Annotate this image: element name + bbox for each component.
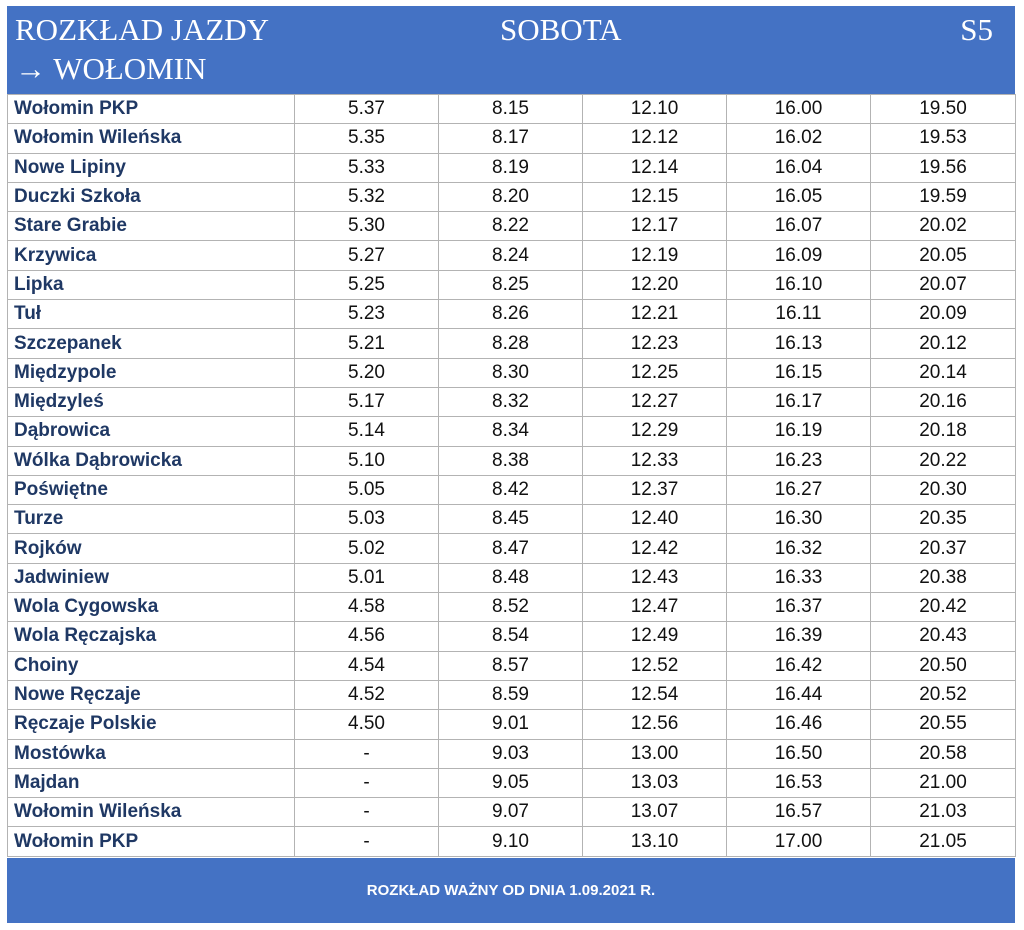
stop-name: Wołomin PKP bbox=[8, 827, 295, 856]
departure-time: 5.02 bbox=[295, 534, 439, 563]
table-row bbox=[8, 651, 1016, 680]
departure-time: 16.32 bbox=[727, 534, 871, 563]
departure-time: 12.33 bbox=[583, 446, 727, 475]
departure-time: 20.12 bbox=[871, 329, 1016, 358]
stop-name: Międzypole bbox=[8, 358, 295, 387]
departure-time: 12.42 bbox=[583, 534, 727, 563]
departure-time: 8.28 bbox=[439, 329, 583, 358]
departure-time: 5.27 bbox=[295, 241, 439, 270]
departure-time: 9.03 bbox=[439, 739, 583, 768]
departure-time: 8.17 bbox=[439, 124, 583, 153]
departure-time: 20.05 bbox=[871, 241, 1016, 270]
departure-time: 17.00 bbox=[727, 827, 871, 856]
stop-name: Rojków bbox=[8, 534, 295, 563]
table-row bbox=[8, 827, 1016, 856]
departure-time: 16.57 bbox=[727, 798, 871, 827]
departure-time: 16.04 bbox=[727, 153, 871, 182]
table-row bbox=[8, 710, 1016, 739]
departure-time: - bbox=[295, 768, 439, 797]
departure-time: 4.50 bbox=[295, 710, 439, 739]
departure-time: 5.25 bbox=[295, 270, 439, 299]
stop-name: Tuł bbox=[8, 300, 295, 329]
stop-name: Nowe Lipiny bbox=[8, 153, 295, 182]
departure-time: 8.54 bbox=[439, 622, 583, 651]
departure-time: 16.02 bbox=[727, 124, 871, 153]
table-row bbox=[8, 95, 1016, 124]
departure-time: 8.24 bbox=[439, 241, 583, 270]
departure-time: 5.17 bbox=[295, 387, 439, 416]
departure-time: 5.14 bbox=[295, 417, 439, 446]
table-row bbox=[8, 358, 1016, 387]
departure-time: 5.01 bbox=[295, 563, 439, 592]
departure-time: 20.42 bbox=[871, 593, 1016, 622]
departure-time: 16.39 bbox=[727, 622, 871, 651]
departure-time: 20.52 bbox=[871, 680, 1016, 709]
departure-time: 16.44 bbox=[727, 680, 871, 709]
validity-footer bbox=[7, 858, 1015, 923]
departure-time: 13.03 bbox=[583, 768, 727, 797]
departure-time: 5.37 bbox=[295, 95, 439, 124]
stop-name: Turze bbox=[8, 505, 295, 534]
table-row bbox=[8, 446, 1016, 475]
departure-time: 16.09 bbox=[727, 241, 871, 270]
departure-time: 8.48 bbox=[439, 563, 583, 592]
departure-time: 16.05 bbox=[727, 182, 871, 211]
departure-time: 5.10 bbox=[295, 446, 439, 475]
table-row bbox=[8, 798, 1016, 827]
table-row bbox=[8, 153, 1016, 182]
departure-time: 12.43 bbox=[583, 563, 727, 592]
departure-time: 8.42 bbox=[439, 475, 583, 504]
departure-time: 5.05 bbox=[295, 475, 439, 504]
stop-name: Szczepanek bbox=[8, 329, 295, 358]
departure-time: 12.29 bbox=[583, 417, 727, 446]
table-row bbox=[8, 329, 1016, 358]
departure-time: 9.05 bbox=[439, 768, 583, 797]
departure-time: 16.27 bbox=[727, 475, 871, 504]
table-row bbox=[8, 124, 1016, 153]
departure-time: 8.20 bbox=[439, 182, 583, 211]
departure-time: 19.59 bbox=[871, 182, 1016, 211]
departure-time: 20.58 bbox=[871, 739, 1016, 768]
table-row bbox=[8, 300, 1016, 329]
validity-note: ROZKŁAD WAŻNY OD DNIA 1.09.2021 R. bbox=[366, 882, 656, 899]
departure-time: 5.30 bbox=[295, 212, 439, 241]
departure-time: 4.52 bbox=[295, 680, 439, 709]
departure-time: 19.50 bbox=[871, 95, 1016, 124]
departure-time: 12.12 bbox=[583, 124, 727, 153]
table-row bbox=[8, 270, 1016, 299]
table-row bbox=[8, 534, 1016, 563]
departure-time: 20.18 bbox=[871, 417, 1016, 446]
departure-time: 12.10 bbox=[583, 95, 727, 124]
departure-time: 20.38 bbox=[871, 563, 1016, 592]
stop-name: Wola Cygowska bbox=[8, 593, 295, 622]
table-row bbox=[8, 563, 1016, 592]
departure-time: 4.58 bbox=[295, 593, 439, 622]
departure-time: 12.17 bbox=[583, 212, 727, 241]
departure-time: 8.32 bbox=[439, 387, 583, 416]
departure-time: 16.42 bbox=[727, 651, 871, 680]
stop-name: Międzyleś bbox=[8, 387, 295, 416]
stop-name: Nowe Ręczaje bbox=[8, 680, 295, 709]
stop-name: Ręczaje Polskie bbox=[8, 710, 295, 739]
departure-time: 16.33 bbox=[727, 563, 871, 592]
departure-time: 21.00 bbox=[871, 768, 1016, 797]
stop-name: Krzywica bbox=[8, 241, 295, 270]
stop-name: Wólka Dąbrowicka bbox=[8, 446, 295, 475]
stop-name: Wołomin PKP bbox=[8, 95, 295, 124]
table-row bbox=[8, 212, 1016, 241]
destination-label: → WOŁOMIN bbox=[15, 51, 207, 86]
departure-time: 12.19 bbox=[583, 241, 727, 270]
departure-time: 20.02 bbox=[871, 212, 1016, 241]
stop-name: Duczki Szkoła bbox=[8, 182, 295, 211]
table-row bbox=[8, 739, 1016, 768]
departure-time: 16.15 bbox=[727, 358, 871, 387]
table-row bbox=[8, 182, 1016, 211]
departure-time: 20.07 bbox=[871, 270, 1016, 299]
departure-time: 20.09 bbox=[871, 300, 1016, 329]
departure-time: 4.56 bbox=[295, 622, 439, 651]
departure-time: 12.20 bbox=[583, 270, 727, 299]
departure-time: 8.22 bbox=[439, 212, 583, 241]
departure-time: 5.20 bbox=[295, 358, 439, 387]
departure-time: 20.30 bbox=[871, 475, 1016, 504]
line-number: S5 bbox=[960, 12, 993, 47]
departure-time: 16.00 bbox=[727, 95, 871, 124]
departure-time: 8.38 bbox=[439, 446, 583, 475]
departure-time: 20.16 bbox=[871, 387, 1016, 416]
departure-time: 12.54 bbox=[583, 680, 727, 709]
departure-time: 5.32 bbox=[295, 182, 439, 211]
stop-name: Dąbrowica bbox=[8, 417, 295, 446]
table-row bbox=[8, 417, 1016, 446]
departure-time: 8.25 bbox=[439, 270, 583, 299]
departure-time: 5.35 bbox=[295, 124, 439, 153]
stop-name: Jadwiniew bbox=[8, 563, 295, 592]
departure-time: 12.56 bbox=[583, 710, 727, 739]
departure-time: 13.00 bbox=[583, 739, 727, 768]
table-row bbox=[8, 768, 1016, 797]
departure-time: 12.15 bbox=[583, 182, 727, 211]
departure-time: 20.14 bbox=[871, 358, 1016, 387]
stop-name: Choiny bbox=[8, 651, 295, 680]
departure-time: 12.27 bbox=[583, 387, 727, 416]
departure-time: - bbox=[295, 798, 439, 827]
departure-time: - bbox=[295, 739, 439, 768]
departure-time: 21.05 bbox=[871, 827, 1016, 856]
timetable-table bbox=[7, 94, 1016, 857]
departure-time: 12.40 bbox=[583, 505, 727, 534]
departure-time: 8.26 bbox=[439, 300, 583, 329]
departure-time: 13.07 bbox=[583, 798, 727, 827]
departure-time: 16.23 bbox=[727, 446, 871, 475]
departure-time: 20.35 bbox=[871, 505, 1016, 534]
departure-time: 5.33 bbox=[295, 153, 439, 182]
table-row bbox=[8, 680, 1016, 709]
departure-time: 5.21 bbox=[295, 329, 439, 358]
table-row bbox=[8, 593, 1016, 622]
departure-time: 12.52 bbox=[583, 651, 727, 680]
departure-time: - bbox=[295, 827, 439, 856]
departure-time: 9.07 bbox=[439, 798, 583, 827]
departure-time: 16.30 bbox=[727, 505, 871, 534]
departure-time: 9.01 bbox=[439, 710, 583, 739]
departure-time: 12.47 bbox=[583, 593, 727, 622]
departure-time: 16.50 bbox=[727, 739, 871, 768]
table-row bbox=[8, 387, 1016, 416]
departure-time: 20.43 bbox=[871, 622, 1016, 651]
departure-time: 12.14 bbox=[583, 153, 727, 182]
table-row bbox=[8, 505, 1016, 534]
stop-name: Poświętne bbox=[8, 475, 295, 504]
departure-time: 8.45 bbox=[439, 505, 583, 534]
departure-time: 8.57 bbox=[439, 651, 583, 680]
departure-time: 16.13 bbox=[727, 329, 871, 358]
departure-time: 8.19 bbox=[439, 153, 583, 182]
departure-time: 16.37 bbox=[727, 593, 871, 622]
timetable-body bbox=[8, 95, 1016, 857]
departure-time: 8.52 bbox=[439, 593, 583, 622]
departure-time: 8.30 bbox=[439, 358, 583, 387]
departure-time: 13.10 bbox=[583, 827, 727, 856]
stop-name: Stare Grabie bbox=[8, 212, 295, 241]
departure-time: 19.53 bbox=[871, 124, 1016, 153]
stop-name: Lipka bbox=[8, 270, 295, 299]
table-row bbox=[8, 241, 1016, 270]
day-label: SOBOTA bbox=[500, 12, 622, 47]
departure-time: 8.47 bbox=[439, 534, 583, 563]
table-row bbox=[8, 475, 1016, 504]
departure-time: 4.54 bbox=[295, 651, 439, 680]
stop-name: Mostówka bbox=[8, 739, 295, 768]
departure-time: 8.59 bbox=[439, 680, 583, 709]
departure-time: 12.49 bbox=[583, 622, 727, 651]
departure-time: 8.34 bbox=[439, 417, 583, 446]
departure-time: 16.19 bbox=[727, 417, 871, 446]
departure-time: 16.46 bbox=[727, 710, 871, 739]
timetable-title: ROZKŁAD JAZDY bbox=[15, 12, 270, 47]
departure-time: 19.56 bbox=[871, 153, 1016, 182]
departure-time: 16.17 bbox=[727, 387, 871, 416]
table-row bbox=[8, 622, 1016, 651]
stop-name: Wołomin Wileńska bbox=[8, 798, 295, 827]
departure-time: 16.10 bbox=[727, 270, 871, 299]
departure-time: 20.37 bbox=[871, 534, 1016, 563]
departure-time: 16.11 bbox=[727, 300, 871, 329]
departure-time: 12.23 bbox=[583, 329, 727, 358]
stop-name: Wola Ręczajska bbox=[8, 622, 295, 651]
departure-time: 5.03 bbox=[295, 505, 439, 534]
departure-time: 5.23 bbox=[295, 300, 439, 329]
departure-time: 12.37 bbox=[583, 475, 727, 504]
departure-time: 16.07 bbox=[727, 212, 871, 241]
departure-time: 12.21 bbox=[583, 300, 727, 329]
departure-time: 12.25 bbox=[583, 358, 727, 387]
departure-time: 8.15 bbox=[439, 95, 583, 124]
departure-time: 20.22 bbox=[871, 446, 1016, 475]
departure-time: 20.55 bbox=[871, 710, 1016, 739]
stop-name: Wołomin Wileńska bbox=[8, 124, 295, 153]
departure-time: 16.53 bbox=[727, 768, 871, 797]
departure-time: 21.03 bbox=[871, 798, 1016, 827]
stop-name: Majdan bbox=[8, 768, 295, 797]
departure-time: 9.10 bbox=[439, 827, 583, 856]
departure-time: 20.50 bbox=[871, 651, 1016, 680]
timetable-header bbox=[7, 6, 1015, 94]
timetable-sheet bbox=[7, 6, 1015, 923]
